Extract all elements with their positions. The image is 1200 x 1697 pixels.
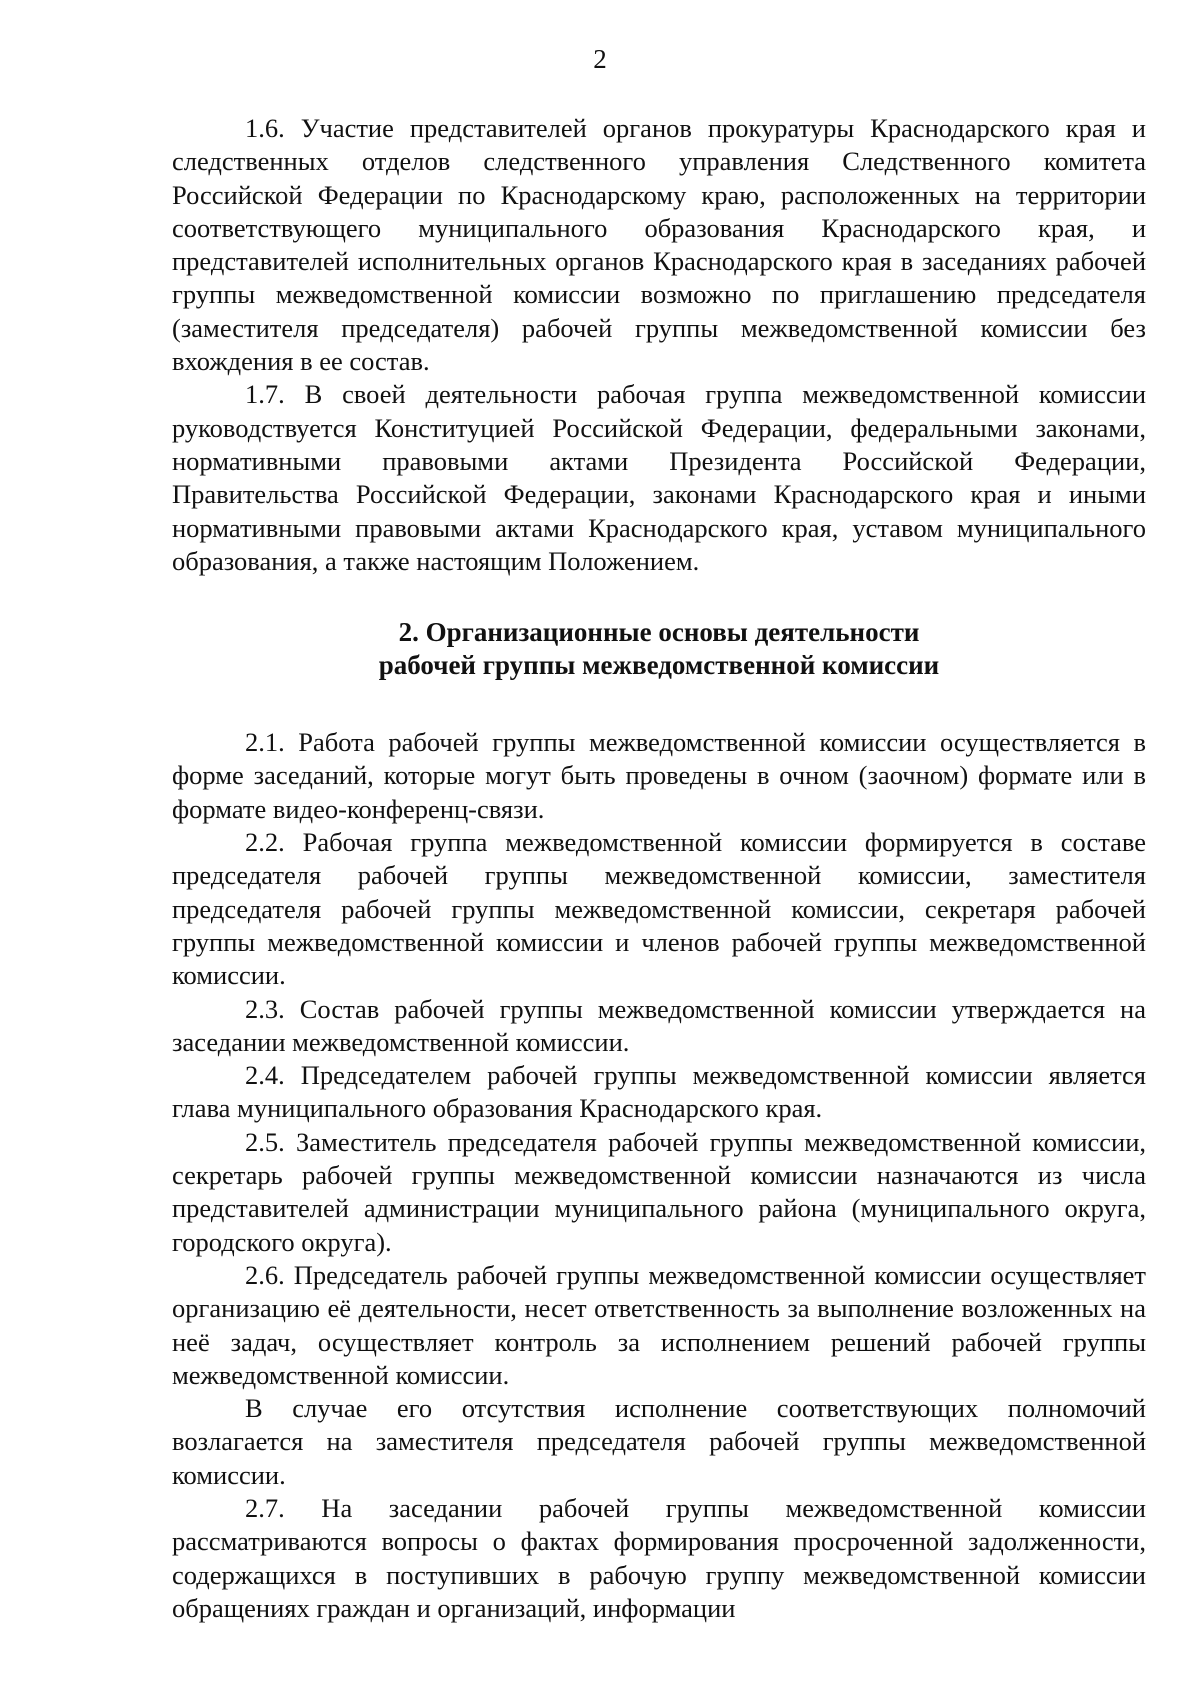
- paragraph-2-3: 2.3. Состав рабочей группы межведомственной комиссии утверждается на заседании межведомственной комиссии.: [172, 993, 1146, 1057]
- paragraph-2-6: 2.6. Председатель рабочей группы межведомственной комиссии осуществляет организацию её деятельности, несет ответственность за выполнение возложенных на неё задач, осуществляет контроль за исполнением решений рабочей группы межведомственной комиссии.: [172, 1259, 1146, 1390]
- document-body: [172, 112, 1146, 1625]
- paragraph-2-5: 2.5. Заместитель председателя рабочей группы межведомственной комиссии, секретарь рабочей группы межведомственной комиссии назначаются из числа представителей администрации муниципального района (муниципального округа, городского округа).: [172, 1126, 1146, 1257]
- section-2-heading: [172, 616, 1146, 682]
- paragraph-2-6-continued: В случае его отсутствия исполнение соответствующих полномочий возлагается на заместителя председателя рабочей группы межведомственной комиссии.: [172, 1393, 1146, 1490]
- paragraph-2-1: 2.1. Работа рабочей группы межведомственной комиссии осуществляется в форме заседаний, которые могут быть проведены в очном (заочном) формате или в формате видео-конференц-связи.: [172, 727, 1146, 824]
- section-heading-line-1: 2. Организационные основы деятельности: [398, 617, 920, 648]
- paragraph-1-6: 1.6. Участие представителей органов прокуратуры Краснодарского края и следственных отделов следственного управления Следственного комитета Российской Федерации по Краснодарскому краю, расположенных на территории соответствующего муниципального образования Краснодарского края, и представителей исполнительных органов Краснодарского края в заседаниях рабочей группы межведомственной комиссии возможно по приглашению председателя (заместителя председателя) рабочей группы межведомственной комиссии без вхождения в ее состав.: [172, 113, 1146, 377]
- section-heading-line-2: рабочей группы межведомственной комиссии: [378, 650, 940, 681]
- paragraph-2-7: 2.7. На заседании рабочей группы межведомственной комиссии рассматриваются вопросы о фактах формирования просроченной задолженности, содержащихся в поступивших в рабочую группу межведомственной комиссии обращениях граждан и организаций, информации: [172, 1492, 1146, 1623]
- paragraph-1-7: 1.7. В своей деятельности рабочая группа межведомственной комиссии руководствуется Конституцией Российской Федерации, федеральными законами, нормативными правовыми актами Президента Российской Федерации, Правительства Российской Федерации, законами Краснодарского края и иными нормативными правовыми актами Краснодарского края, уставом муниципального образования, а также настоящим Положением.: [172, 379, 1146, 576]
- page-number: 2: [593, 44, 607, 74]
- paragraph-2-2: 2.2. Рабочая группа межведомственной комиссии формируется в составе председателя рабочей группы межведомственной комиссии, заместителя председателя рабочей группы межведомственной комиссии, секретаря рабочей группы межведомственной комиссии и членов рабочей группы межведомственной комиссии.: [172, 827, 1146, 991]
- paragraph-2-4: 2.4. Председателем рабочей группы межведомственной комиссии является глава муниципального образования Краснодарского края.: [172, 1060, 1146, 1124]
